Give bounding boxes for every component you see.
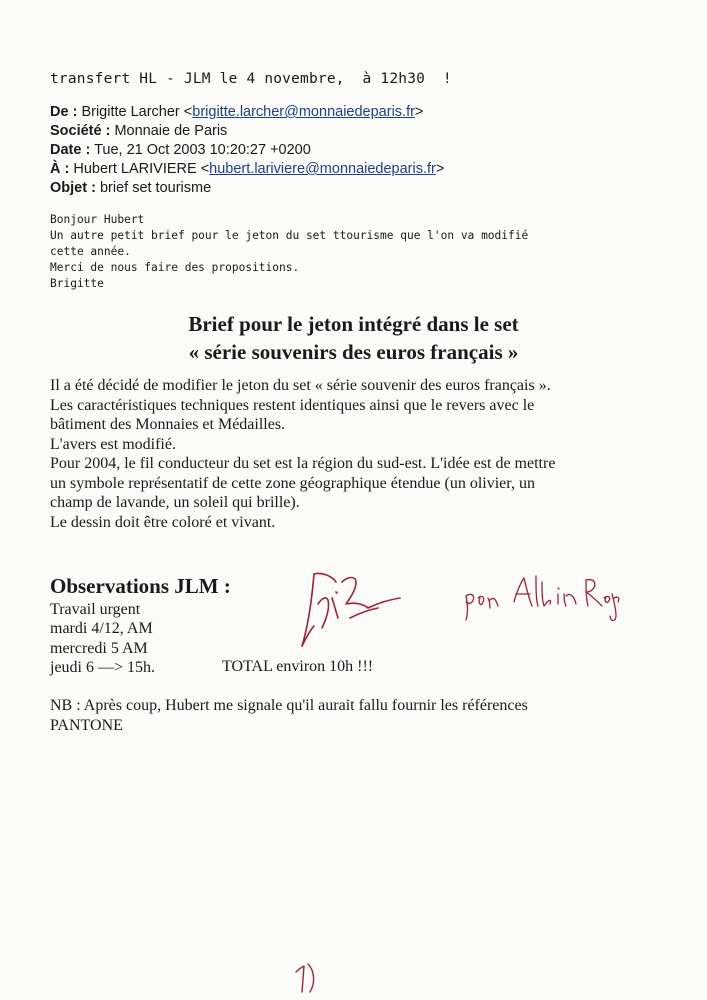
- brief-paragraph-line: L'avers est modifié.: [50, 435, 176, 453]
- nb-note: [50, 696, 528, 735]
- header-key: Objet :: [50, 180, 96, 196]
- total-hours: TOTAL environ 10h !!!: [222, 658, 374, 675]
- header-key: À :: [50, 161, 70, 177]
- email-body-line: Brigitte: [50, 277, 104, 290]
- brief-paragraph-line: un symbole représentatif de cette zone géographique étendue (un olivier, un: [50, 474, 535, 492]
- email-body-line: cette année.: [50, 245, 131, 258]
- header-key: Date :: [50, 142, 91, 158]
- header-value: brief set tourisme: [99, 180, 212, 196]
- subject-line: transfert HL - JLM le 4 novembre, à 12h30 !: [50, 71, 452, 87]
- observation-line: mardi 4/12, AM: [50, 620, 153, 638]
- brief-title-line: « série souvenirs des euros français »: [188, 340, 519, 364]
- email-body: [50, 212, 528, 292]
- handwritten-signature-jlm: [292, 568, 412, 654]
- header-key: De :: [50, 104, 78, 120]
- header-value: Hubert LARIVIERE <: [73, 161, 210, 177]
- header-suffix: >: [414, 104, 424, 120]
- observations-title: Observations JLM :: [50, 574, 231, 598]
- email-link[interactable]: brigitte.larcher@monnaiedeparis.fr: [192, 104, 415, 120]
- header-row-subject: [50, 179, 444, 198]
- header-value: Brigitte Larcher <: [81, 104, 193, 120]
- brief-paragraph-line: bâtiment des Monnaies et Médailles.: [50, 416, 286, 433]
- brief-title-line: Brief pour le jeton intégré dans le set: [188, 312, 519, 336]
- observation-line: Travail urgent: [50, 601, 141, 618]
- nb-line: NB : Après coup, Hubert me signale qu'il aurait fallu fournir les références: [50, 697, 528, 714]
- email-body-line: Bonjour Hubert: [50, 213, 145, 226]
- email-body-line: Un autre petit brief pour le jeton du set ttourisme que l'on va modifié: [50, 229, 529, 242]
- handwritten-note: [462, 572, 622, 624]
- observations-list: [50, 600, 155, 677]
- header-row-to: [50, 160, 444, 179]
- brief-paragraph-line: champ de lavande, un soleil qui brille).: [50, 494, 300, 511]
- email-link[interactable]: hubert.lariviere@monnaiedeparis.fr: [209, 161, 436, 177]
- brief-title: [0, 310, 707, 366]
- nb-line: PANTONE: [50, 716, 123, 734]
- brief-paragraph-line: Les caractéristiques techniques restent identiques ainsi que le revers avec le: [50, 396, 535, 414]
- brief-paragraph-line: Il a été décidé de modifier le jeton du set « série souvenir des euros français ».: [50, 377, 551, 394]
- header-suffix: >: [435, 161, 445, 177]
- header-value: Tue, 21 Oct 2003 10:20:27 +0200: [94, 142, 311, 158]
- handwritten-page-number: [290, 960, 320, 996]
- header-key: Société :: [50, 123, 111, 139]
- email-body-line: Merci de nous faire des propositions.: [50, 261, 300, 274]
- email-headers: [50, 103, 444, 198]
- header-row-company: [50, 122, 444, 141]
- brief-paragraph-line: Le dessin doit être coloré et vivant.: [50, 513, 276, 531]
- observation-line: mercredi 5 AM: [50, 639, 148, 657]
- brief-paragraph: [50, 376, 555, 532]
- brief-paragraph-line: Pour 2004, le fil conducteur du set est la région du sud-est. L'idée est de mettre: [50, 455, 556, 472]
- header-row-from: [50, 103, 444, 122]
- observation-line: jeudi 6 —> 15h.: [50, 658, 156, 676]
- header-row-date: [50, 141, 444, 160]
- header-value: Monnaie de Paris: [114, 123, 228, 139]
